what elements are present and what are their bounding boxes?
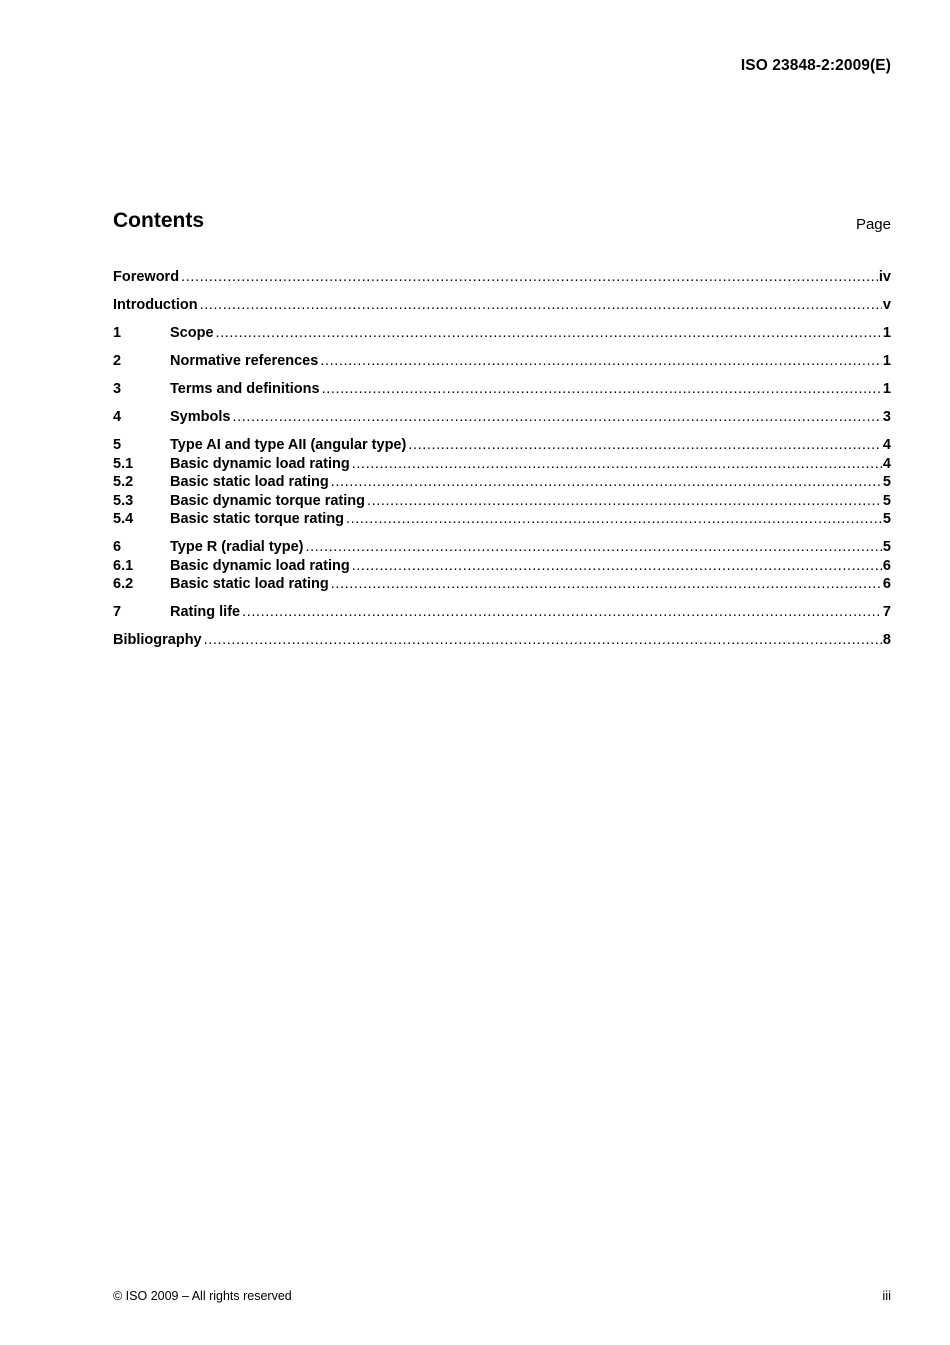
dot-leader <box>232 408 881 427</box>
toc-entry-page: 1 <box>882 352 891 369</box>
dot-leader <box>200 296 882 315</box>
toc-entry-page: 1 <box>882 324 891 341</box>
dot-leader <box>181 268 878 287</box>
toc-entry-normative-references[interactable] <box>113 352 891 371</box>
toc-entry-page: iv <box>878 269 891 285</box>
toc-entry-foreword[interactable] <box>113 268 891 287</box>
toc-entry-bibliography[interactable] <box>113 631 891 650</box>
toc-entry-5-2[interactable] <box>113 473 891 492</box>
toc-entry-number: 5.2 <box>113 474 134 491</box>
footer-page-number: iii <box>882 1288 891 1303</box>
toc-entry-title: Basic static torque rating <box>170 511 345 528</box>
toc-entry-title: Basic static load rating <box>170 474 329 491</box>
dot-leader <box>331 473 882 492</box>
table-of-contents <box>113 268 891 650</box>
toc-entry-page: 4 <box>882 455 891 472</box>
toc-entry-page: 7 <box>882 604 891 621</box>
toc-entry-title: Terms and definitions <box>170 380 320 397</box>
toc-entry-title: Scope <box>170 324 214 341</box>
toc-entry-number: 6 <box>113 539 122 556</box>
dot-leader <box>242 603 882 622</box>
dot-leader <box>204 631 882 650</box>
toc-entry-type-r[interactable] <box>113 538 891 557</box>
footer-copyright: © ISO 2009 – All rights reserved <box>113 1289 292 1303</box>
toc-entry-page: 5 <box>882 492 891 509</box>
toc-entry-page: 3 <box>882 408 891 425</box>
toc-entry-rating-life[interactable] <box>113 603 891 622</box>
toc-entry-title: Type AI and type AII (angular type) <box>170 436 407 453</box>
toc-entry-title: Symbols <box>170 408 231 425</box>
toc-entry-title: Basic dynamic torque rating <box>170 492 365 509</box>
toc-entry-number: 7 <box>113 604 122 621</box>
toc-entry-title: Basic static load rating <box>170 576 329 593</box>
dot-leader <box>305 538 881 557</box>
toc-entry-title: Normative references <box>170 352 319 369</box>
toc-entry-symbols[interactable] <box>113 408 891 427</box>
toc-entry-title: Type R (radial type) <box>170 539 304 556</box>
toc-entry-page: 4 <box>882 436 891 453</box>
dot-leader <box>216 324 882 343</box>
toc-entry-number: 4 <box>113 408 122 425</box>
page-column-label: Page <box>855 216 891 233</box>
toc-entry-title: Introduction <box>113 296 198 313</box>
toc-entry-number: 1 <box>113 324 122 341</box>
toc-entry-page: 6 <box>882 576 891 593</box>
toc-entry-number: 6.1 <box>113 557 134 574</box>
toc-entry-number: 5.1 <box>113 455 134 472</box>
toc-entry-page: 5 <box>882 474 891 491</box>
toc-entry-title: Rating life <box>170 604 241 621</box>
toc-entry-5-3[interactable] <box>113 492 891 511</box>
toc-entry-page: 5 <box>882 511 891 528</box>
toc-entry-page: v <box>882 296 891 313</box>
toc-entry-page: 8 <box>882 632 891 649</box>
toc-entry-scope[interactable] <box>113 324 891 343</box>
toc-entry-title: Bibliography <box>113 632 202 649</box>
toc-entry-type-ai-aii[interactable] <box>113 436 891 455</box>
toc-entry-title: Foreword <box>113 269 180 285</box>
dot-leader <box>352 557 882 576</box>
dot-leader <box>322 380 882 399</box>
dot-leader <box>320 352 882 371</box>
contents-heading: Contents <box>113 209 204 232</box>
toc-entry-6-1[interactable] <box>113 557 891 576</box>
toc-entry-title: Basic dynamic load rating <box>170 557 350 574</box>
dot-leader <box>352 455 882 474</box>
toc-entry-terms-and-definitions[interactable] <box>113 380 891 399</box>
toc-entry-title: Basic dynamic load rating <box>170 455 350 472</box>
document-identifier: ISO 23848-2:2009(E) <box>740 57 891 74</box>
toc-entry-page: 1 <box>882 380 891 397</box>
toc-entry-number: 6.2 <box>113 576 134 593</box>
toc-entry-number: 5.4 <box>113 511 134 528</box>
dot-leader <box>408 436 882 455</box>
dot-leader <box>346 510 882 529</box>
dot-leader <box>367 492 882 511</box>
toc-entry-6-2[interactable] <box>113 575 891 594</box>
toc-entry-number: 5 <box>113 436 122 453</box>
toc-entry-number: 5.3 <box>113 492 134 509</box>
toc-entry-number: 2 <box>113 352 122 369</box>
dot-leader <box>331 575 882 594</box>
toc-entry-page: 5 <box>882 539 891 556</box>
toc-entry-5-1[interactable] <box>113 455 891 474</box>
toc-entry-5-4[interactable] <box>113 510 891 529</box>
toc-entry-introduction[interactable] <box>113 296 891 315</box>
toc-entry-number: 3 <box>113 380 122 397</box>
toc-entry-page: 6 <box>882 557 891 574</box>
